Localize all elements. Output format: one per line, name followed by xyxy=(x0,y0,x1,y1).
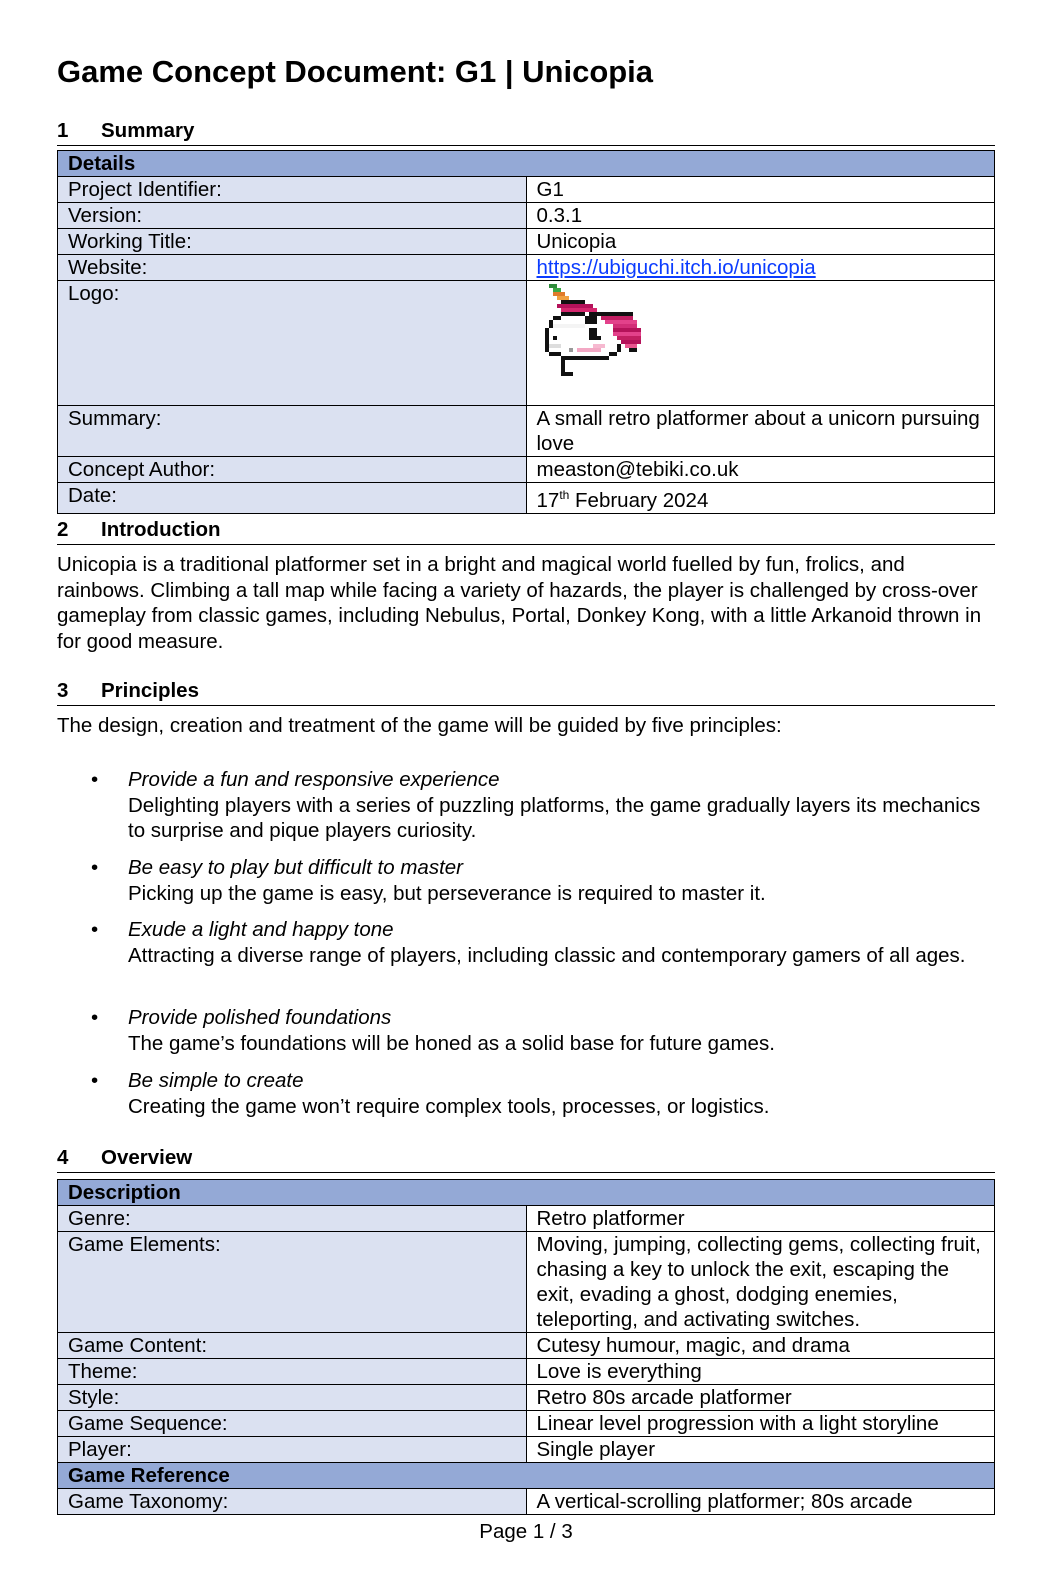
table-row xyxy=(58,203,995,229)
row-value: A vertical-scrolling platformer; 80s arcade xyxy=(526,1489,995,1515)
row-label: Concept Author: xyxy=(58,457,527,483)
principle-description: The game’s foundations will be honed as a solid base for future games. xyxy=(128,1031,775,1055)
overview-table xyxy=(57,1179,995,1515)
principle-description: Attracting a diverse range of players, including classic and contemporary gamers of all ages. xyxy=(128,943,966,967)
table-row xyxy=(58,1385,995,1411)
section-heading-summary xyxy=(57,117,995,146)
row-label: Date: xyxy=(58,483,527,514)
table-row xyxy=(58,1333,995,1359)
row-label: Style: xyxy=(58,1385,527,1411)
principle-description: Picking up the game is easy, but perseverance is required to master it. xyxy=(128,881,766,905)
row-label: Genre: xyxy=(58,1206,527,1232)
row-value: measton@tebiki.co.uk xyxy=(526,457,995,483)
row-label: Project Identifier: xyxy=(58,177,527,203)
table-row xyxy=(58,229,995,255)
row-label: Game Taxonomy: xyxy=(58,1489,527,1515)
row-label: Website: xyxy=(58,255,527,281)
section-number: 1 xyxy=(57,119,69,142)
table-header-row xyxy=(58,1180,995,1206)
document-title: Game Concept Document: G1 | Unicopia xyxy=(57,54,654,89)
section-title: Introduction xyxy=(101,518,221,541)
table-row xyxy=(58,1232,995,1333)
principle-description: Creating the game won’t require complex tools, processes, or logistics. xyxy=(128,1094,770,1118)
section-number: 4 xyxy=(57,1146,69,1169)
table-header-row xyxy=(58,151,995,177)
section-number: 3 xyxy=(57,679,69,702)
row-value: Unicopia xyxy=(526,229,995,255)
bullet-icon: • xyxy=(91,1069,99,1092)
row-label: Summary: xyxy=(58,406,527,457)
table-header-row xyxy=(58,1463,995,1489)
row-label: Version: xyxy=(58,203,527,229)
row-value: Single player xyxy=(526,1437,995,1463)
table-row xyxy=(58,255,995,281)
date-day: 17 xyxy=(536,488,560,512)
introduction-text: Unicopia is a traditional platformer set in a bright and magical world fuelled by fun, frolics, and rainbows. Climbing a tall map while facing a variety of hazards, the player is challenged by cross-over gameplay from classic games, including Nebulus, Portal, Donkey Kong, with a little Arkanoid thrown in for good measure. xyxy=(57,553,982,653)
section-title: Overview xyxy=(101,1146,193,1169)
principle-title: Exude a light and happy tone xyxy=(128,918,394,941)
bullet-text xyxy=(128,917,988,968)
table-row xyxy=(58,1359,995,1385)
table-row xyxy=(58,1437,995,1463)
table-row xyxy=(58,1411,995,1437)
row-value xyxy=(526,255,995,281)
row-value: G1 xyxy=(526,177,995,203)
website-link[interactable]: https://ubiguchi.itch.io/unicopia xyxy=(536,256,816,279)
section-heading-introduction xyxy=(57,516,995,545)
principle-title: Be easy to play but difficult to master xyxy=(128,856,463,879)
date-rest: February 2024 xyxy=(569,488,709,512)
principle-description: Delighting players with a series of puzzling platforms, the game gradually layers its mechanics to surprise and pique players curiosity. xyxy=(128,793,981,842)
table-row xyxy=(58,281,995,406)
table-row xyxy=(58,406,995,457)
bullet-text xyxy=(128,1068,988,1119)
row-value: 0.3.1 xyxy=(526,203,995,229)
row-value: Moving, jumping, collecting gems, collecting fruit, chasing a key to unlock the exit, escaping the exit, evading a ghost, dodging enemies, teleporting, and activating switches. xyxy=(526,1232,995,1333)
row-value: Retro platformer xyxy=(526,1206,995,1232)
reference-header: Game Reference xyxy=(58,1463,995,1489)
row-label: Game Elements: xyxy=(58,1232,527,1333)
principle-title: Be simple to create xyxy=(128,1069,304,1092)
principle-title: Provide polished foundations xyxy=(128,1006,392,1029)
row-value: Linear level progression with a light storyline xyxy=(526,1411,995,1437)
section-title: Summary xyxy=(101,119,195,142)
page-number: Page 1 / 3 xyxy=(479,1520,573,1543)
bullet-icon: • xyxy=(91,856,99,879)
logo-cell xyxy=(526,281,995,406)
row-value: Love is everything xyxy=(526,1359,995,1385)
row-label: Logo: xyxy=(58,281,527,406)
table-row xyxy=(58,1489,995,1515)
bullet-text xyxy=(128,855,988,906)
section-heading-overview xyxy=(57,1144,995,1173)
bullet-icon: • xyxy=(91,1006,99,1029)
table-row xyxy=(58,457,995,483)
table-row xyxy=(58,177,995,203)
row-value: A small retro platformer about a unicorn pursuing love xyxy=(526,406,995,457)
date-suffix: th xyxy=(559,488,570,502)
details-table xyxy=(57,150,995,514)
section-heading-principles xyxy=(57,677,995,706)
section-number: 2 xyxy=(57,518,69,541)
section-title: Principles xyxy=(101,679,199,702)
row-value: Retro 80s arcade platformer xyxy=(526,1385,995,1411)
principle-title: Provide a fun and responsive experience xyxy=(128,768,500,791)
bullet-text xyxy=(128,767,988,844)
table-row xyxy=(58,1206,995,1232)
date-value xyxy=(526,483,995,514)
table-row xyxy=(58,483,995,514)
row-value: Cutesy humour, magic, and drama xyxy=(526,1333,995,1359)
pixel-unicorn-logo-icon xyxy=(537,284,649,380)
bullet-icon: • xyxy=(91,918,99,941)
details-header: Details xyxy=(58,151,995,177)
row-label: Game Content: xyxy=(58,1333,527,1359)
row-label: Theme: xyxy=(58,1359,527,1385)
principles-intro: The design, creation and treatment of the game will be guided by five principles: xyxy=(57,714,782,737)
row-label: Game Sequence: xyxy=(58,1411,527,1437)
bullet-text xyxy=(128,1005,988,1056)
row-label: Player: xyxy=(58,1437,527,1463)
bullet-icon: • xyxy=(91,768,99,791)
row-label: Working Title: xyxy=(58,229,527,255)
description-header: Description xyxy=(58,1180,995,1206)
